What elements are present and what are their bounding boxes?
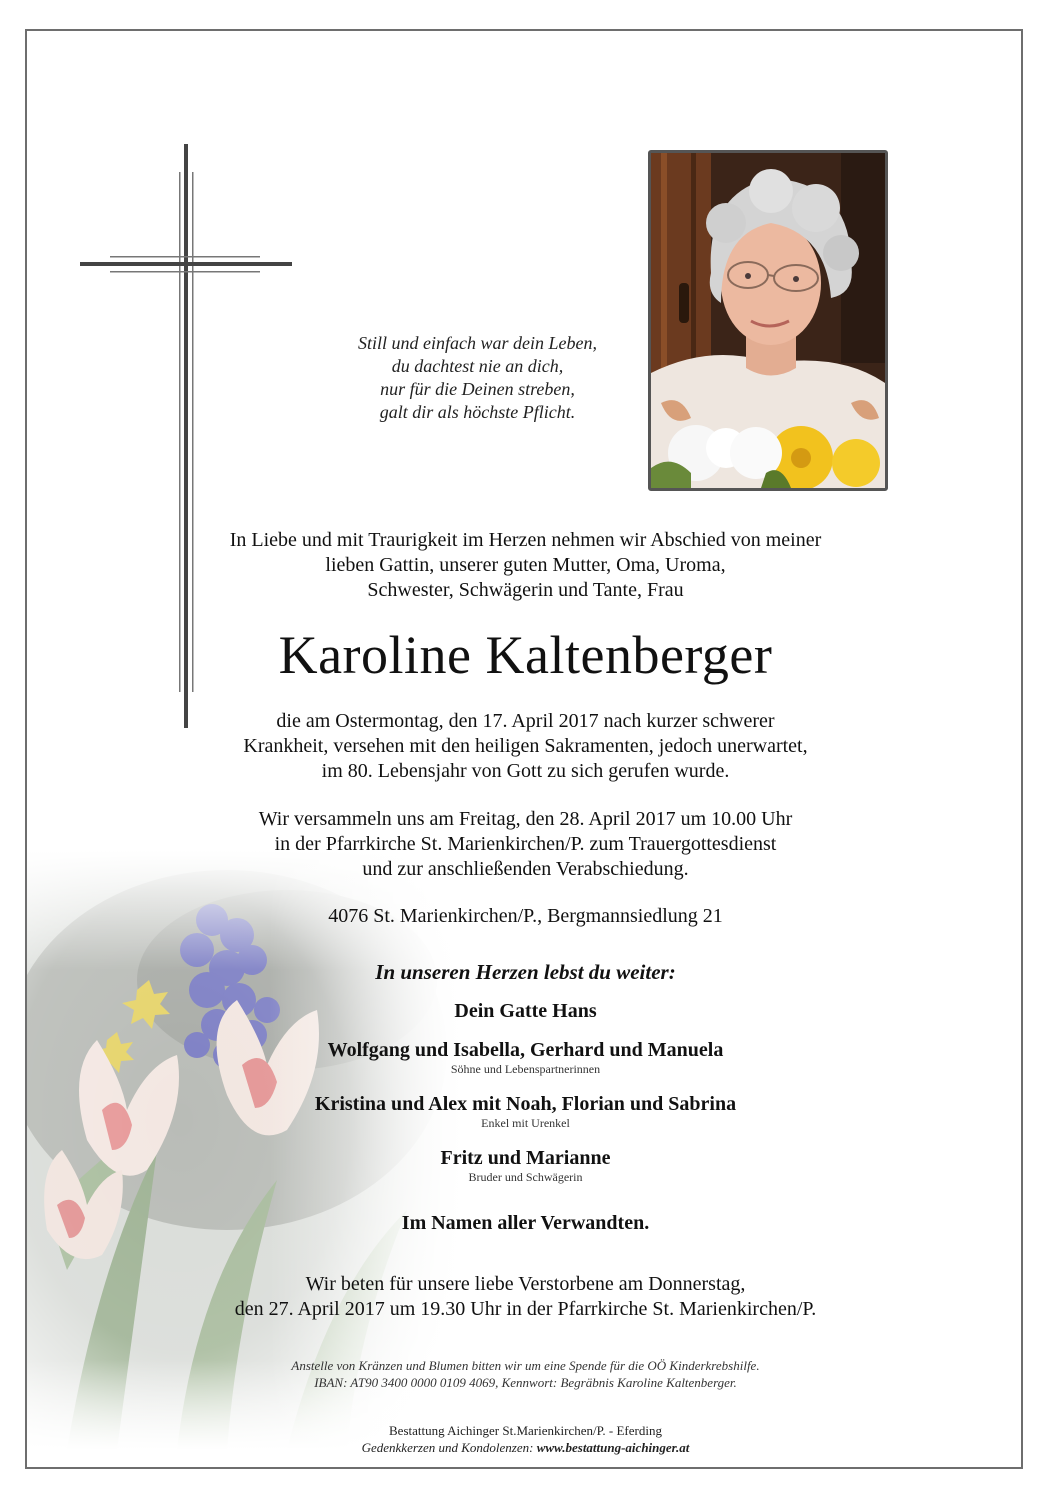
intro-line: Schwester, Schwägerin und Tante, Frau	[367, 579, 684, 601]
family-relation: Söhne und Lebenspartnerinnen	[450, 1062, 601, 1076]
closing-line: Im Namen aller Verwandten.	[401, 1212, 650, 1234]
poem-line: du dachtest nie an dich,	[391, 356, 564, 376]
service-line: in der Pfarrkirche St. Marienkirchen/P. zum Trauergottesdienst	[274, 833, 777, 855]
family-name: Fritz und Marianne	[440, 1147, 611, 1169]
service-line: und zur anschließenden Verabschiedung.	[362, 858, 689, 880]
death-line: die am Ostermontag, den 17. April 2017 nach kurzer schwerer	[276, 710, 775, 732]
donation-line: Anstelle von Kränzen und Blumen bitten wir um eine Spende für die OÖ Kinderkrebshilfe.	[291, 1358, 760, 1373]
address: 4076 St. Marienkirchen/P., Bergmannsiedlung 21	[328, 905, 723, 927]
intro-line: lieben Gattin, unserer guten Mutter, Oma, Uroma,	[325, 554, 726, 576]
family-group	[0, 1092, 1051, 1131]
donation-line: IBAN: AT90 3400 0000 0109 4069, Kennwort: Begräbnis Karoline Kaltenberger.	[314, 1375, 737, 1390]
family-group	[0, 999, 1051, 1023]
deceased-name: Karoline Kaltenberger	[278, 625, 773, 685]
family-name: Kristina und Alex mit Noah, Florian und Sabrina	[314, 1093, 737, 1115]
family-name: Wolfgang und Isabella, Gerhard und Manuela	[327, 1039, 724, 1061]
rosary-text	[0, 1272, 1051, 1322]
family-relation: Bruder und Schwägerin	[468, 1170, 583, 1184]
death-line: im 80. Lebensjahr von Gott zu sich gerufen wurde.	[321, 760, 730, 782]
donation-text	[0, 1357, 1051, 1391]
condolence-label: Gedenkkerzen und Kondolenzen:	[361, 1440, 534, 1455]
rosary-line: den 27. April 2017 um 19.30 Uhr in der Pfarrkirche St. Marienkirchen/P.	[234, 1298, 817, 1320]
footer-condolence	[0, 1439, 1051, 1456]
portrait-photo	[648, 150, 888, 491]
heart-line: In unseren Herzen lebst du weiter:	[375, 960, 676, 984]
death-text	[0, 709, 1051, 784]
family-group	[0, 1038, 1051, 1077]
service-line: Wir versammeln uns am Freitag, den 28. April 2017 um 10.00 Uhr	[258, 808, 793, 830]
poem-line: nur für die Deinen streben,	[380, 379, 575, 399]
poem	[310, 332, 645, 424]
family-name: Dein Gatte Hans	[454, 1000, 597, 1022]
death-line: Krankheit, versehen mit den heiligen Sakramenten, jedoch unerwartet,	[243, 735, 808, 757]
rosary-line: Wir beten für unsere liebe Verstorbene am Donnerstag,	[305, 1273, 746, 1295]
poem-line: galt dir als höchste Pflicht.	[379, 402, 576, 422]
intro-line: In Liebe und mit Traurigkeit im Herzen nehmen wir Abschied von meiner	[229, 529, 822, 551]
intro-text	[0, 528, 1051, 603]
poem-line: Still und einfach war dein Leben,	[358, 333, 597, 353]
family-group	[0, 1146, 1051, 1185]
family-relation: Enkel mit Urenkel	[481, 1116, 570, 1130]
website-link[interactable]: www.bestattung-aichinger.at	[536, 1440, 690, 1455]
footer	[0, 1422, 1051, 1456]
footer-company: Bestattung Aichinger St.Marienkirchen/P. - Eferding	[389, 1423, 662, 1438]
service-text	[0, 807, 1051, 882]
